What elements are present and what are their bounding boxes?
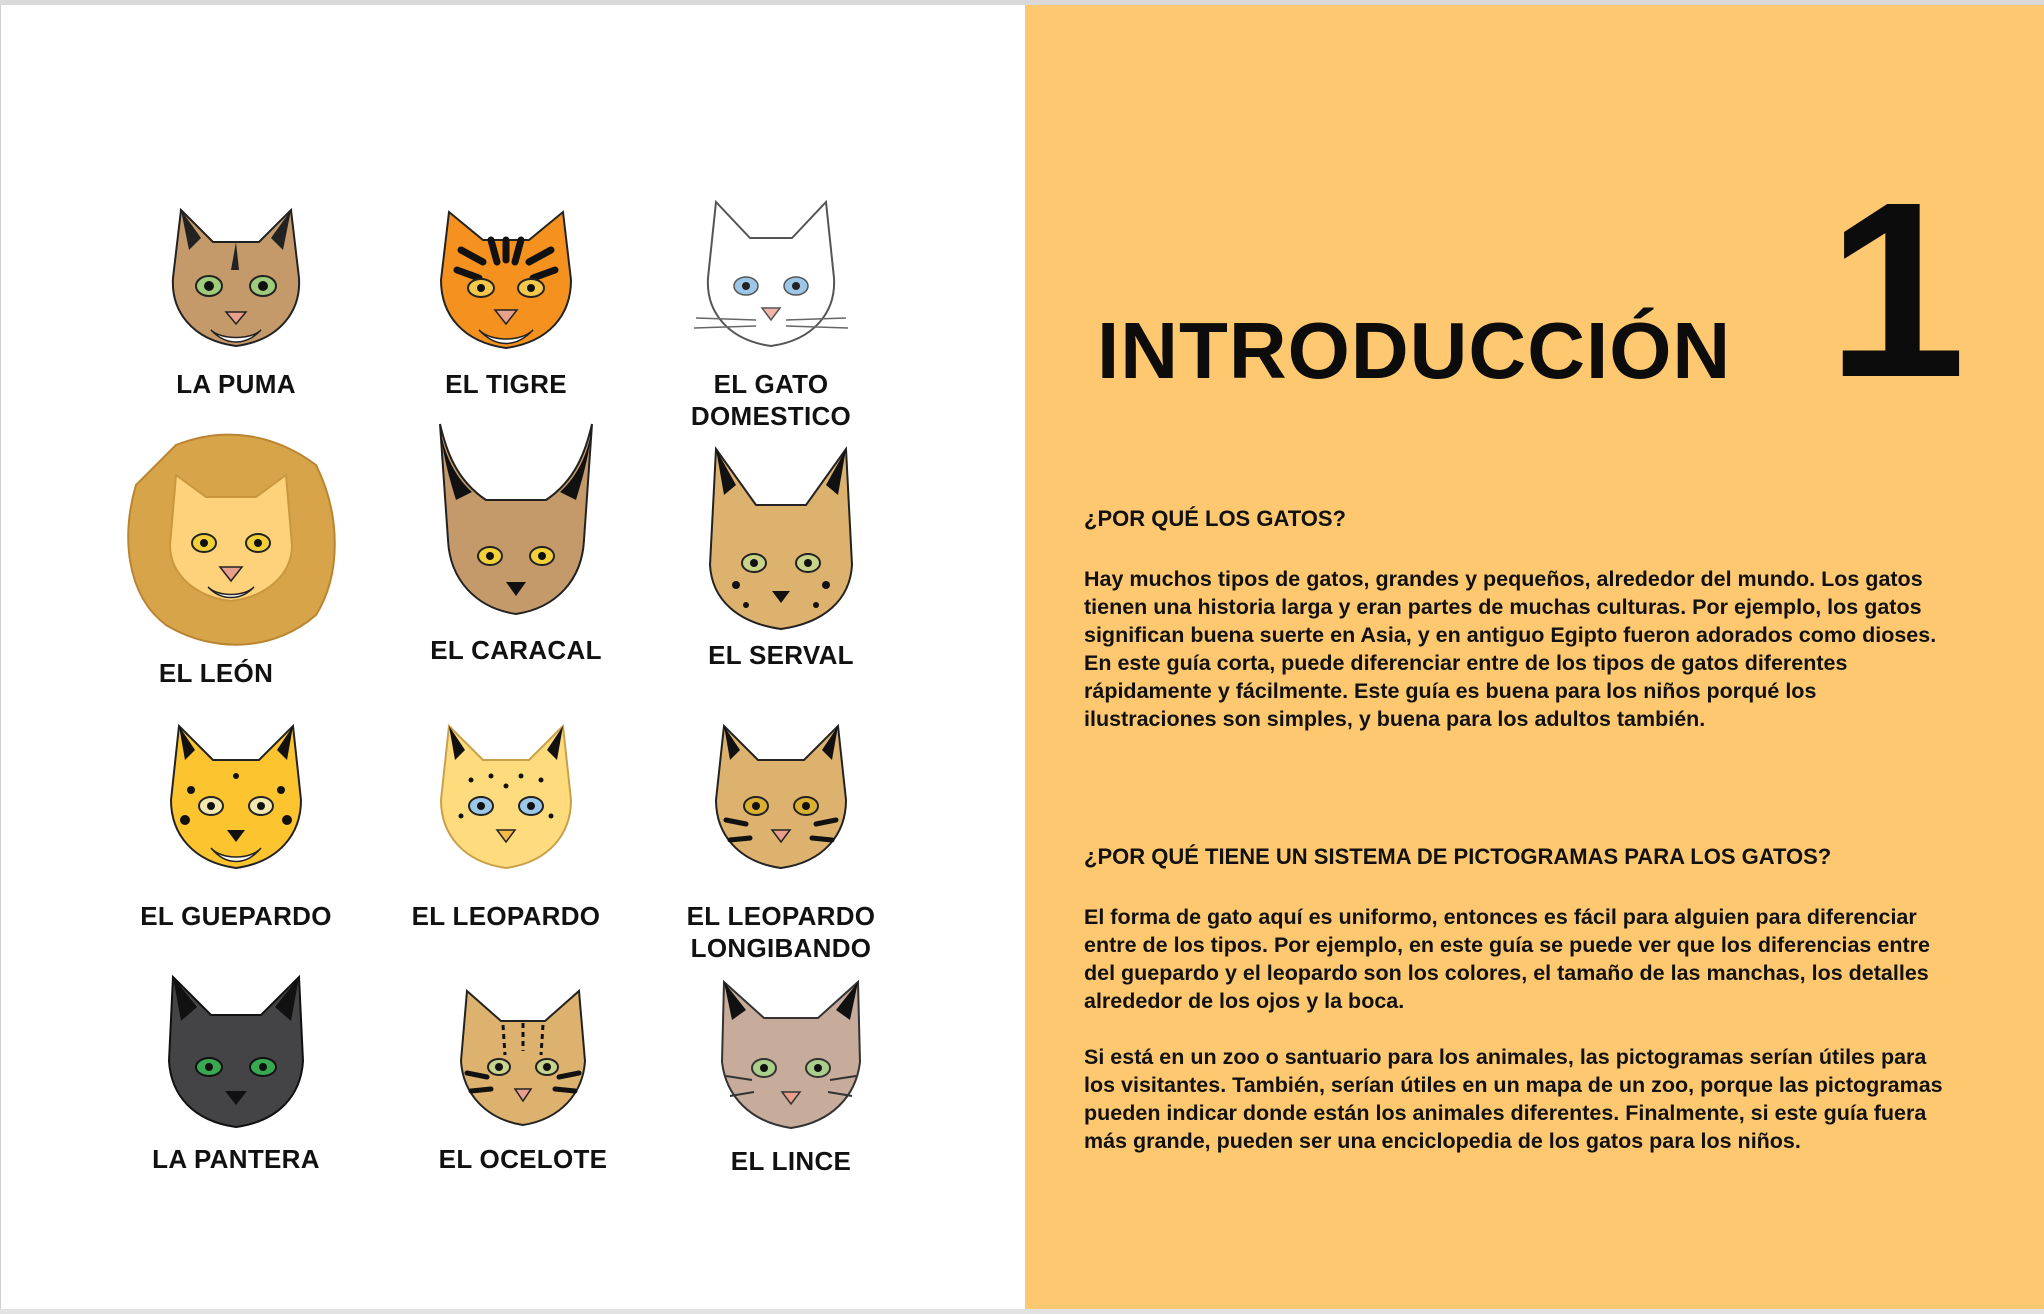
cat-puma	[136, 190, 336, 400]
section-heading: ¿POR QUÉ LOS GATOS?	[1084, 506, 1346, 531]
cat-clouded-leopard	[681, 720, 881, 964]
cat-label: EL SERVAL	[708, 640, 854, 670]
cat-cheetah	[136, 720, 336, 932]
cat-label: EL GUEPARDO	[140, 901, 332, 931]
ocelot-icon	[443, 985, 603, 1135]
clouded-leopard-icon	[696, 720, 866, 880]
left-page	[1, 5, 1025, 1309]
tiger-icon	[421, 190, 591, 360]
section-paragraph: Si está en un zoo o santuario para los animales, las pictogramas serían útiles para los visitantes. También, serían útiles en un mapa de un zoo, porque las pictogramas pueden indicar donde están los animales diferentes. Finalmente, si este guía fuera más grande, pueden ser una enciclopedia de los gatos para los niños.	[1084, 1045, 1943, 1153]
chapter-title: INTRODUCCIÓN	[1097, 306, 1732, 395]
cat-label: EL CARACAL	[430, 635, 602, 665]
puma-icon	[151, 190, 321, 360]
cat-label: EL LEÓN	[158, 658, 274, 688]
serval-icon	[696, 445, 866, 635]
cat-label: EL OCELOTE	[438, 1144, 608, 1174]
cat-caracal	[416, 420, 616, 666]
cat-label: EL LEOPARDO	[411, 901, 601, 931]
cheetah-icon	[151, 720, 321, 880]
leopard-icon	[421, 720, 591, 880]
section-why-pictograms	[1084, 843, 1944, 1183]
domestic-cat-icon	[686, 190, 856, 360]
cat-label: EL TIGRE	[445, 369, 567, 399]
cat-label: LA PANTERA	[152, 1144, 320, 1174]
cat-label: EL LINCE	[730, 1146, 852, 1176]
cat-lynx	[691, 980, 891, 1177]
section-paragraph: Hay muchos tipos de gatos, grandes y pequeños, alrededor del mundo. Los gatos tienen una historia larga y eran partes de muchas culturas. Por ejemplo, los gatos significan buena suerte en Asia, y en antiguo Egipto fueron adorados como dioses. En este guía corta, puede diferenciar entre de los tipos de gatos diferentes rápidamente y fácilmente. Este guía es buena para los niños porqué los ilustraciones son simples, y buena para los adultos también.	[1084, 567, 1937, 731]
lion-icon	[116, 425, 346, 655]
lynx-icon	[706, 980, 876, 1135]
chapter-number: 1	[1827, 150, 1967, 429]
cat-label: EL GATO DOMESTICO	[690, 369, 852, 431]
cat-panther	[136, 975, 336, 1175]
cat-label: EL LEOPARDO LONGIBANDO	[686, 901, 876, 963]
book-spread	[0, 5, 2044, 1309]
cat-ocelot	[423, 985, 623, 1175]
page-edge	[0, 1309, 2044, 1314]
section-paragraph: El forma de gato aquí es uniformo, entonces es fácil para alguien para diferenciar entre de los tipos. Por ejemplo, en este guía se puede ver que los diferencias entre del guepardo y el leopardo son los colores, el tamaño de las manchas, los detalles alrededor de los ojos y la boca.	[1084, 905, 1930, 1013]
section-heading: ¿POR QUÉ TIENE UN SISTEMA DE PICTOGRAMAS PARA LOS GATOS?	[1084, 844, 1832, 869]
cat-leopard	[406, 720, 606, 932]
cat-serval	[681, 445, 881, 671]
panther-icon	[151, 975, 321, 1135]
cat-tiger	[406, 190, 606, 400]
cat-lion	[116, 425, 316, 689]
cat-label: LA PUMA	[176, 369, 296, 399]
section-why-cats	[1084, 505, 1944, 761]
caracal-icon	[426, 420, 606, 630]
cat-domestic	[671, 190, 871, 432]
